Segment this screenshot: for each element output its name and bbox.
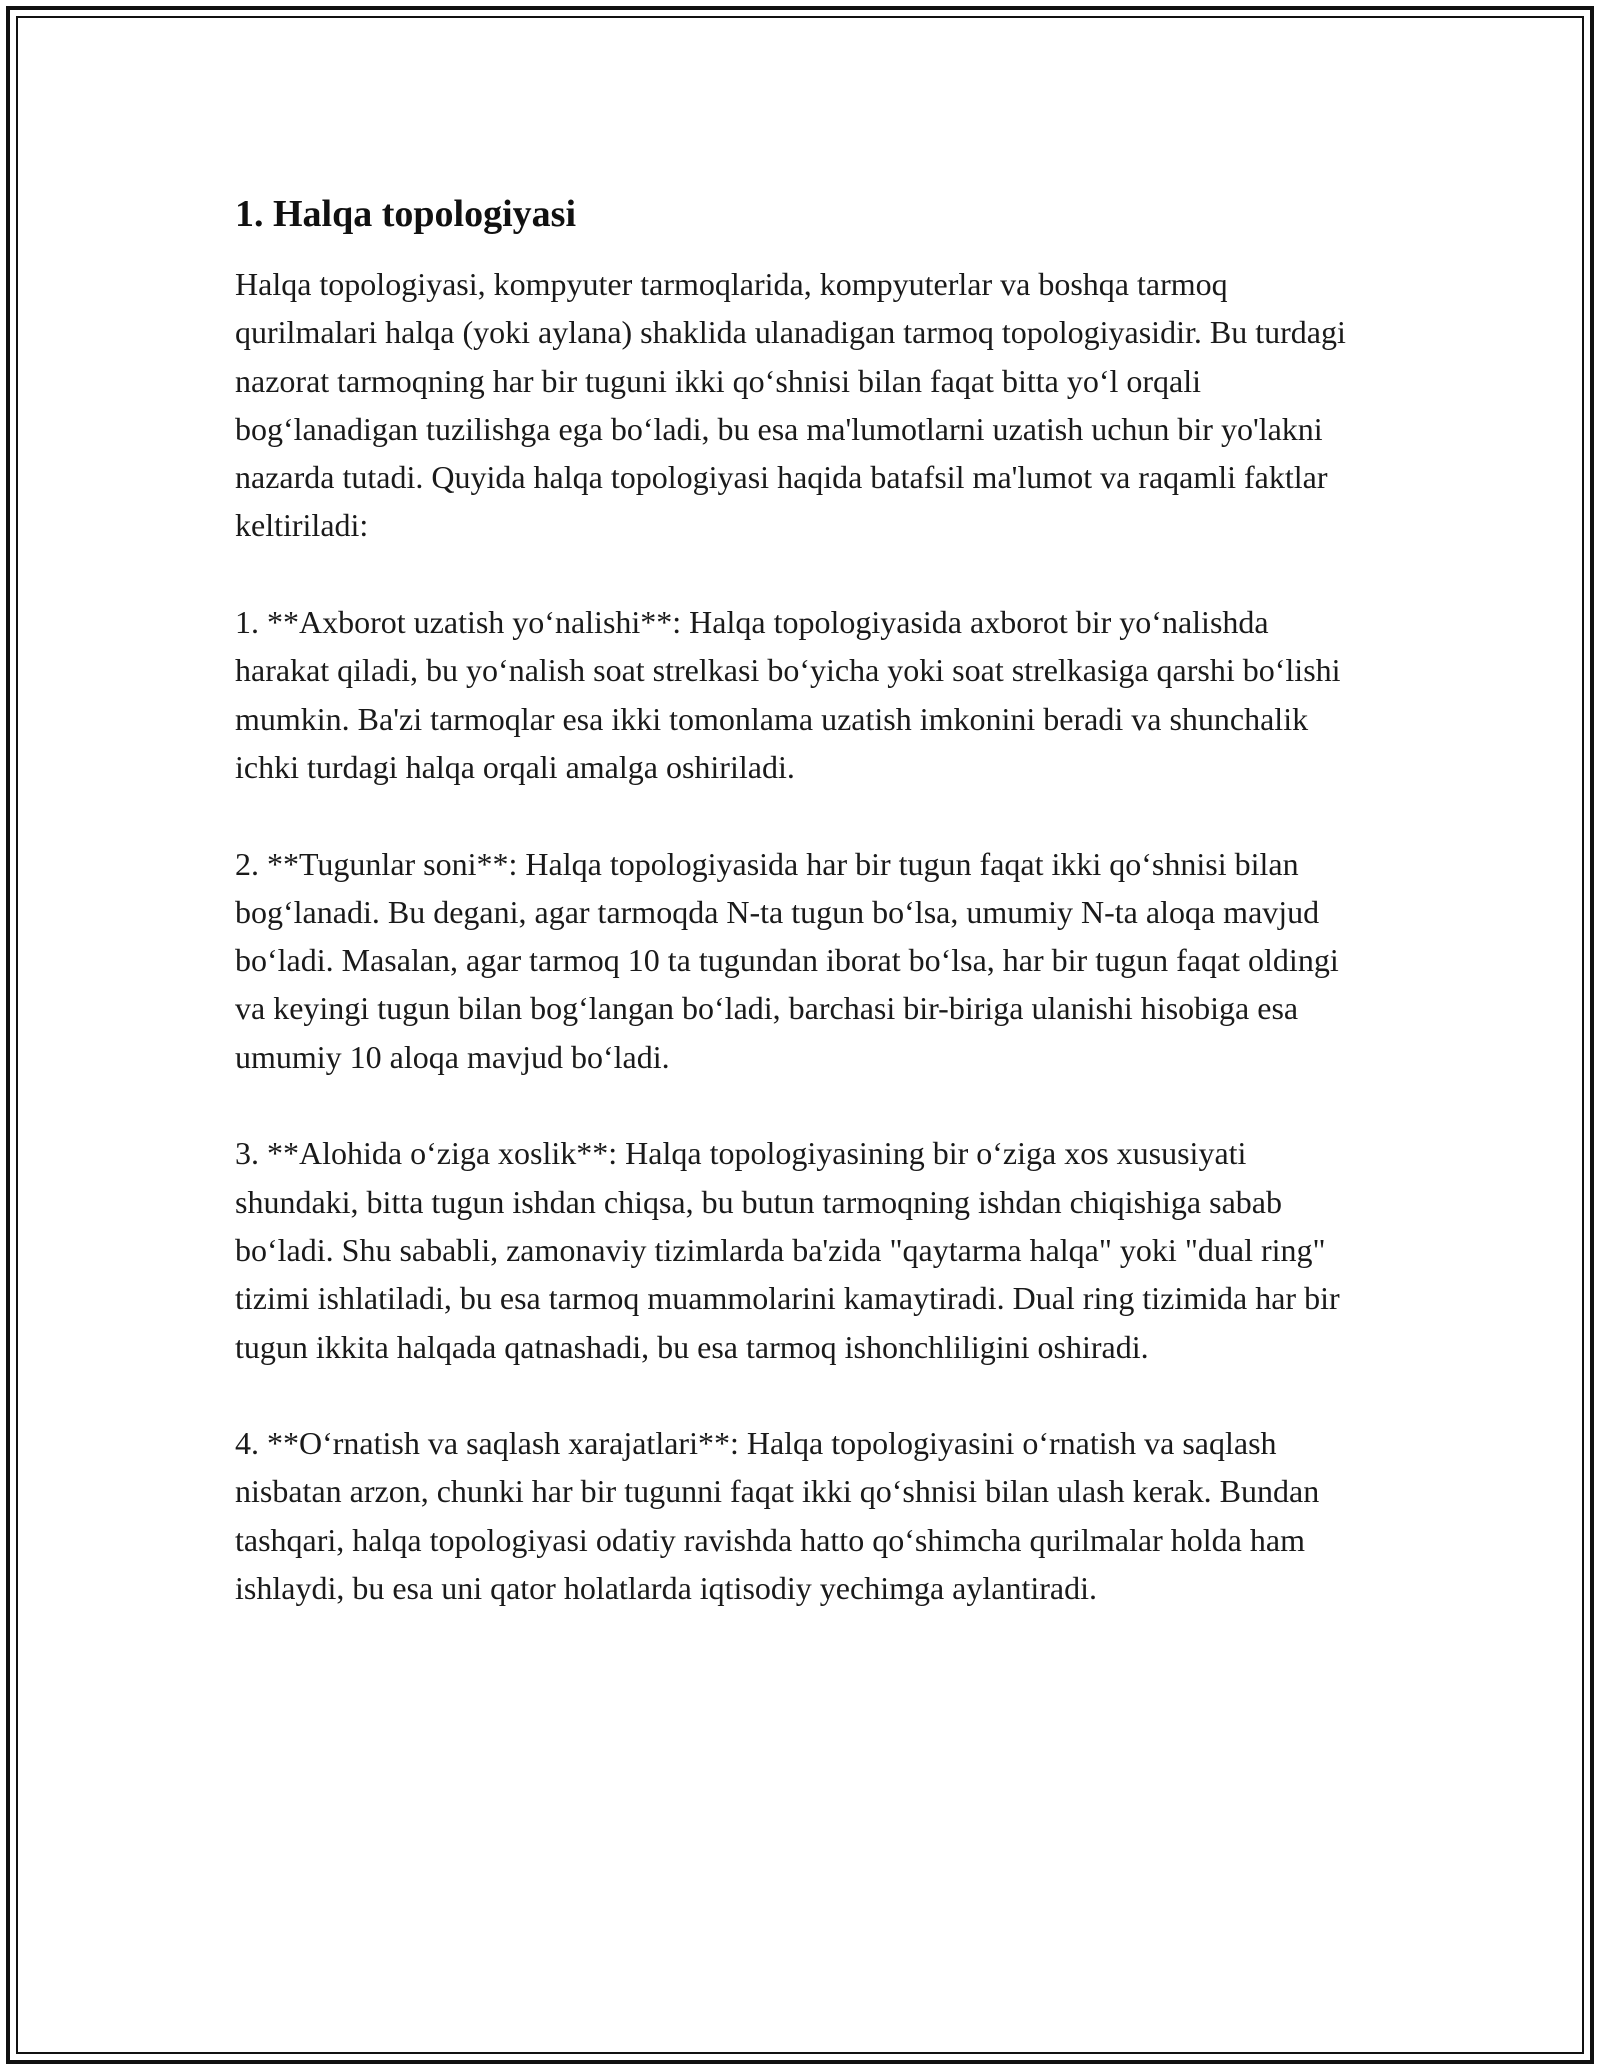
point-transmission-direction: 1. **Axborot uzatish yo‘nalishi**: Halqa topologiyasida axborot bir yo‘nalishda harakat qiladi, bu yo‘nalish soat strelkasi bo‘yicha yoki soat strelkasiga qarshi bo‘lishi mumkin. Ba'zi tarmoqlar esa ikki tomonlama uzatish imkonini beradi va shunchalik ichki turdagi halqa orqali amalga oshiriladi.: [235, 604, 1341, 785]
point-distinctive-feature: 3. **Alohida o‘ziga xoslik**: Halqa topologiyasining bir o‘ziga xos xususiyati shundaki, bitta tugun ishdan chiqsa, bu butun tarmoqning ishdan chiqishiga sabab bo‘ladi. Shu sababli, zamonaviy tizimlarda ba'zida "qaytarma halqa" yoki "dual ring" tizimi ishlatiladi, bu esa tarmoq muammolarini kamaytiradi. Dual ring tizimida har bir tugun ikkita halqada qatnashadi, bu esa tarmoq ishonchliligini oshiradi.: [235, 1135, 1340, 1365]
document-body: [235, 186, 1365, 1661]
section-heading: 1. Halqa topologiyasi: [235, 193, 576, 235]
point-installation-costs: 4. **O‘rnatish va saqlash xarajatlari**: Halqa topologiyasini o‘rnatish va saqlash nisbatan arzon, chunki har bir tugunni faqat ikki qo‘shnisi bilan ulash kerak. Bundan tashqari, halqa topologiyasi odatiy ravishda hatto qo‘shimcha qurilmalar holda ham ishlaydi, bu esa uni qator holatlarda iqtisodiy yechimga aylantiradi.: [235, 1425, 1320, 1607]
point-node-count: 2. **Tugunlar soni**: Halqa topologiyasida har bir tugun faqat ikki qo‘shnisi bilan bog‘lanadi. Bu degani, agar tarmoqda N-ta tugun bo‘lsa, umumiy N-ta aloqa mavjud bo‘ladi. Masalan, agar tarmoq 10 ta tugundan iborat bo‘lsa, har bir tugun faqat oldingi va keyingi tugun bilan bog‘langan bo‘ladi, barchasi bir-biriga ulanishi hisobiga esa umumiy 10 aloqa mavjud bo‘ladi.: [235, 845, 1339, 1075]
intro-paragraph: Halqa topologiyasi, kompyuter tarmoqlarida, kompyuterlar va boshqa tarmoq qurilmalari halqa (yoki aylana) shaklida ulanadigan tarmoq topologiyasidir. Bu turdagi nazorat tarmoqning har bir tuguni ikki qo‘shnisi bilan faqat bitta yo‘l orqali bog‘lanadigan tuzilishga ega bo‘ladi, bu esa ma'lumotlarni uzatish uchun bir yo'lakni nazarda tutadi. Quyida halqa topologiyasi haqida batafsil ma'lumot va raqamli faktlar keltiriladi:: [235, 266, 1346, 544]
